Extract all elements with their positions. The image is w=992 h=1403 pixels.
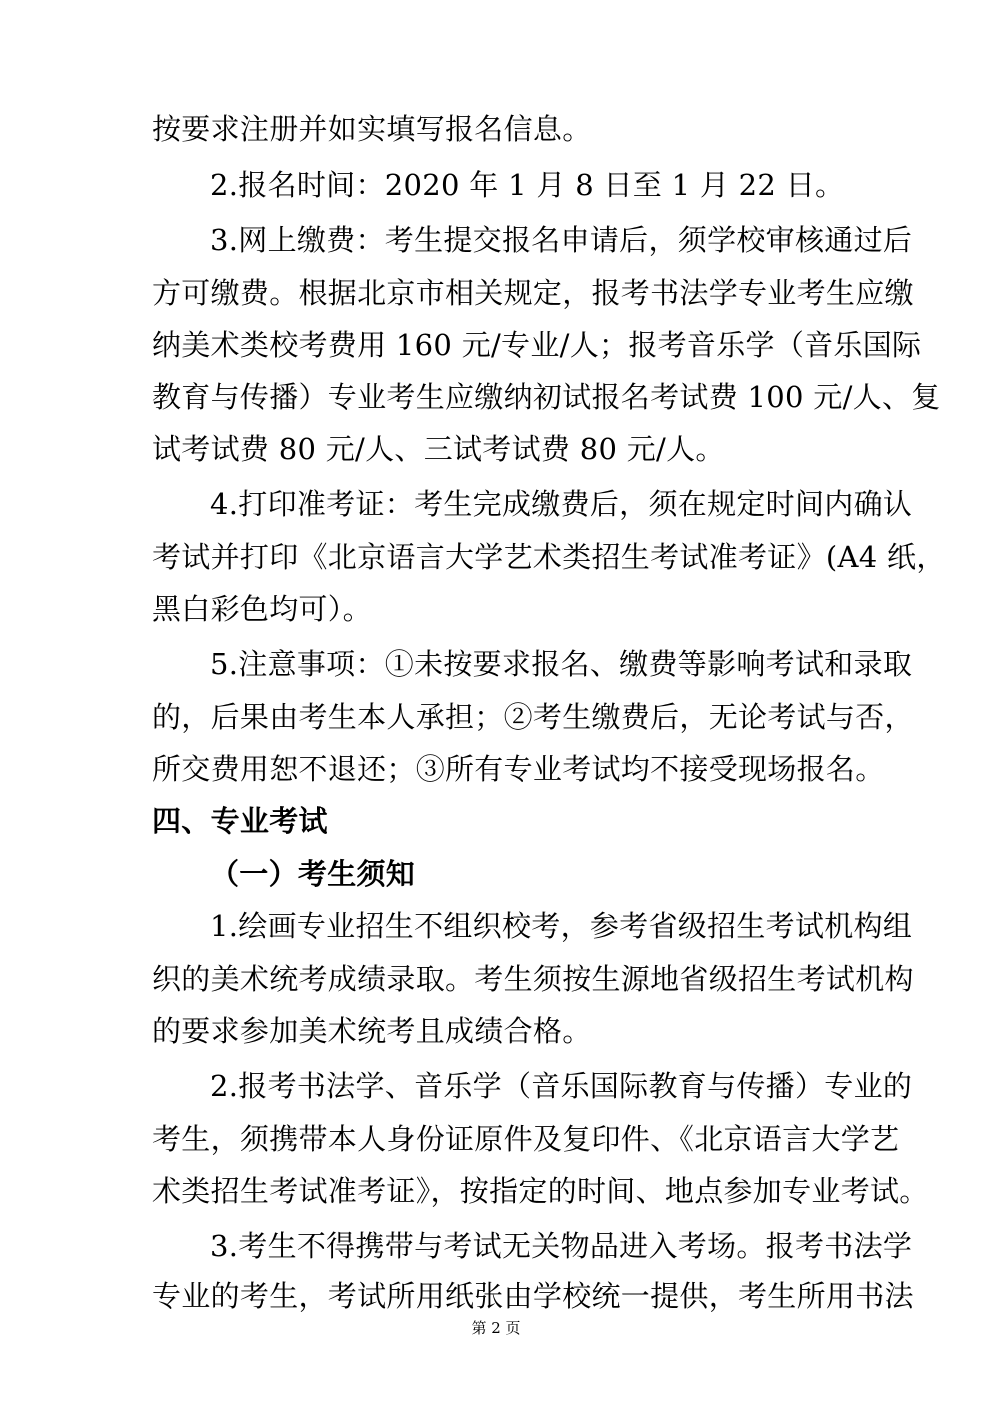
text-line: 术类招生考试准考证》，按指定的时间、地点参加专业考试。 <box>152 1174 929 1208</box>
page-number: 第 2 页 <box>471 1319 521 1337</box>
text-line: 的，后果由考生本人承担；②考生缴费后，无论考试与否， <box>152 700 914 734</box>
text-line: 2.报考书法学、音乐学（音乐国际教育与传播）专业的 <box>210 1069 913 1103</box>
text-line: 的要求参加美术统考且成绩合格。 <box>152 1014 592 1048</box>
text-line: 黑白彩色均可）。 <box>152 592 372 626</box>
text-line: 所交费用恕不退还；③所有专业考试均不接受现场报名。 <box>152 752 885 786</box>
text-line: 试考试费 80 元/人、三试考试费 80 元/人。 <box>152 432 725 466</box>
subsection-heading: （一）考生须知 <box>210 857 416 891</box>
text-line: 5.注意事项：①未按要求报名、缴费等影响考试和录取 <box>210 647 913 681</box>
text-line: 按要求注册并如实填写报名信息。 <box>152 112 592 146</box>
text-line: 4.打印准考证：考生完成缴费后，须在规定时间内确认 <box>210 487 913 521</box>
text-line: 2.报名时间：2020 年 1 月 8 日至 1 月 22 日。 <box>210 168 845 202</box>
text-line: 纳美术类校考费用 160 元/专业/人；报考音乐学（音乐国际 <box>152 328 922 362</box>
text-line: 考试并打印《北京语言大学艺术类招生考试准考证》(A4 纸， <box>152 540 946 574</box>
text-line: 专业的考生，考试所用纸张由学校统一提供，考生所用书法 <box>152 1279 914 1313</box>
text-line: 织的美术统考成绩录取。考生须按生源地省级招生考试机构 <box>152 962 914 996</box>
text-line: 3.考生不得携带与考试无关物品进入考场。报考书法学 <box>210 1229 913 1263</box>
section-heading: 四、专业考试 <box>152 804 328 838</box>
text-line: 教育与传播）专业考生应缴纳初试报名考试费 100 元/人、复 <box>152 380 941 414</box>
text-line: 方可缴费。根据北京市相关规定，报考书法学专业考生应缴 <box>152 276 914 310</box>
text-line: 考生，须携带本人身份证原件及复印件、《北京语言大学艺 <box>152 1122 900 1156</box>
text-line: 1.绘画专业招生不组织校考，参考省级招生考试机构组 <box>210 909 913 943</box>
text-line: 3.网上缴费：考生提交报名申请后，须学校审核通过后 <box>210 223 913 257</box>
